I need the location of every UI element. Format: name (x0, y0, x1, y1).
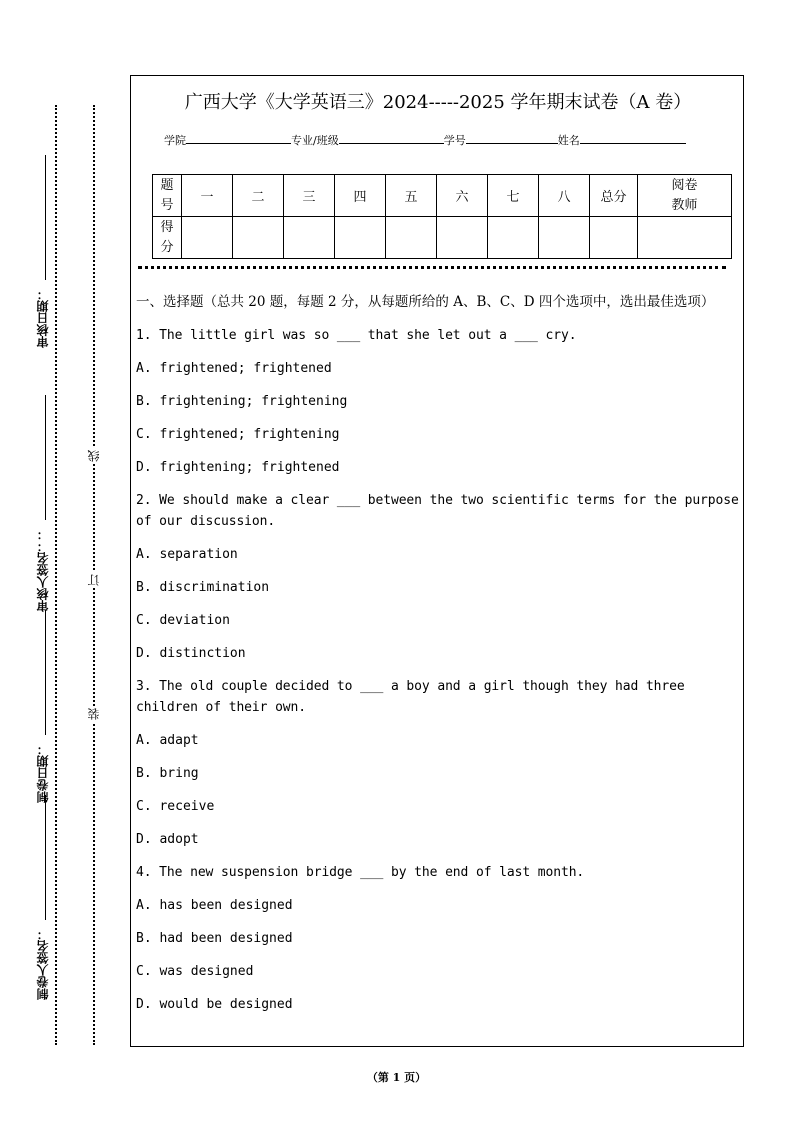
student-id-label: 学号 (443, 134, 466, 147)
field-underline (45, 610, 46, 735)
score-cell-total[interactable] (590, 217, 638, 259)
option-c[interactable]: C. frightened; frightening (136, 427, 340, 442)
question-stem: 2. We should make a clear ___ between the two scientific terms for the purpose of our discussion. (136, 493, 739, 529)
review-date-label: 审核日期： (36, 288, 50, 348)
binding-mark-bind: 装 (87, 708, 101, 720)
reviewer-column: 阅卷 教师 (638, 175, 732, 217)
total-column: 总分 (590, 175, 638, 217)
field-underline (45, 795, 46, 920)
score-cell-6[interactable] (437, 217, 488, 259)
option-c[interactable]: C. receive (136, 799, 215, 814)
question-3 (136, 676, 742, 850)
score-table (152, 174, 732, 259)
page-number: （第 1 页） (366, 1071, 427, 1084)
section-1-heading: 一、选择题（总共 20 题，每题 2 分，从每题所给的 A、B、C、D 四个选项中，选出最佳选项） (136, 294, 715, 310)
score-cell-7[interactable] (488, 217, 539, 259)
score-cell-1[interactable] (182, 217, 233, 259)
option-d[interactable]: D. would be designed (136, 997, 293, 1012)
question-number-label: 题 号 (153, 175, 182, 217)
score-cell-reviewer[interactable] (638, 217, 732, 259)
option-b[interactable]: B. bring (136, 766, 199, 781)
score-cell-2[interactable] (233, 217, 284, 259)
margin-dotted-line-outer (55, 105, 57, 1045)
option-a[interactable]: A. frightened; frightened (136, 361, 332, 376)
column-1: 一 (182, 175, 233, 217)
reviewer-signature-label: 审核人签名：： (36, 528, 50, 612)
option-d[interactable]: D. adopt (136, 832, 199, 847)
option-c[interactable]: C. deviation (136, 613, 230, 628)
column-8: 八 (539, 175, 590, 217)
question-stem: 4. The new suspension bridge ___ by the end of last month. (136, 865, 585, 880)
question-1 (136, 325, 742, 478)
option-a[interactable]: A. separation (136, 547, 238, 562)
column-2: 二 (233, 175, 284, 217)
paper-date-field[interactable] (36, 610, 50, 805)
column-4: 四 (335, 175, 386, 217)
student-info-row (164, 132, 686, 148)
column-5: 五 (386, 175, 437, 217)
college-input[interactable] (186, 133, 291, 144)
paper-maker-signature-field[interactable] (36, 795, 50, 1000)
score-cell-3[interactable] (284, 217, 335, 259)
paper-date-label: 制卷日期： (36, 743, 50, 803)
paper-maker-signature-label: 制卷人签名： (36, 928, 50, 1000)
question-stem: 1. The little girl was so ___ that she let out a ___ cry. (136, 328, 577, 343)
score-cell-5[interactable] (386, 217, 437, 259)
option-d[interactable]: D. distinction (136, 646, 246, 661)
option-b[interactable]: B. discrimination (136, 580, 270, 595)
name-label: 姓名 (557, 134, 580, 147)
binding-mark-staple: 订 (87, 574, 101, 586)
section-1 (136, 292, 742, 1027)
exam-frame (130, 75, 744, 1047)
student-id-input[interactable] (466, 133, 558, 144)
exam-title: 广西大学《大学英语三》2024-----2025 学年期末试卷（A 卷） (184, 92, 692, 113)
column-3: 三 (284, 175, 335, 217)
option-b[interactable]: B. had been designed (136, 931, 293, 946)
binding-mark-line: 线 (87, 450, 101, 462)
option-d[interactable]: D. frightening; frightened (136, 460, 340, 475)
question-4 (136, 862, 742, 1015)
option-c[interactable]: C. was designed (136, 964, 254, 979)
score-table-score-row (153, 217, 732, 259)
major-input[interactable] (339, 133, 444, 144)
option-b[interactable]: B. frightening; frightening (136, 394, 348, 409)
score-label: 得 分 (153, 217, 182, 259)
major-label: 专业/班级 (291, 134, 339, 147)
dotted-separator (138, 266, 726, 269)
score-cell-8[interactable] (539, 217, 590, 259)
question-2 (136, 490, 742, 664)
field-underline (45, 155, 46, 280)
column-6: 六 (437, 175, 488, 217)
college-label: 学院 (164, 134, 186, 147)
option-a[interactable]: A. has been designed (136, 898, 293, 913)
question-stem: 3. The old couple decided to ___ a boy and a girl though they had three children of their own. (136, 679, 685, 715)
reviewer-signature-field[interactable] (36, 395, 50, 612)
name-input[interactable] (580, 133, 686, 144)
score-cell-4[interactable] (335, 217, 386, 259)
option-a[interactable]: A. adapt (136, 733, 199, 748)
review-date-field[interactable] (36, 155, 50, 350)
score-table-header-row (153, 175, 732, 217)
column-7: 七 (488, 175, 539, 217)
field-underline (45, 395, 46, 520)
